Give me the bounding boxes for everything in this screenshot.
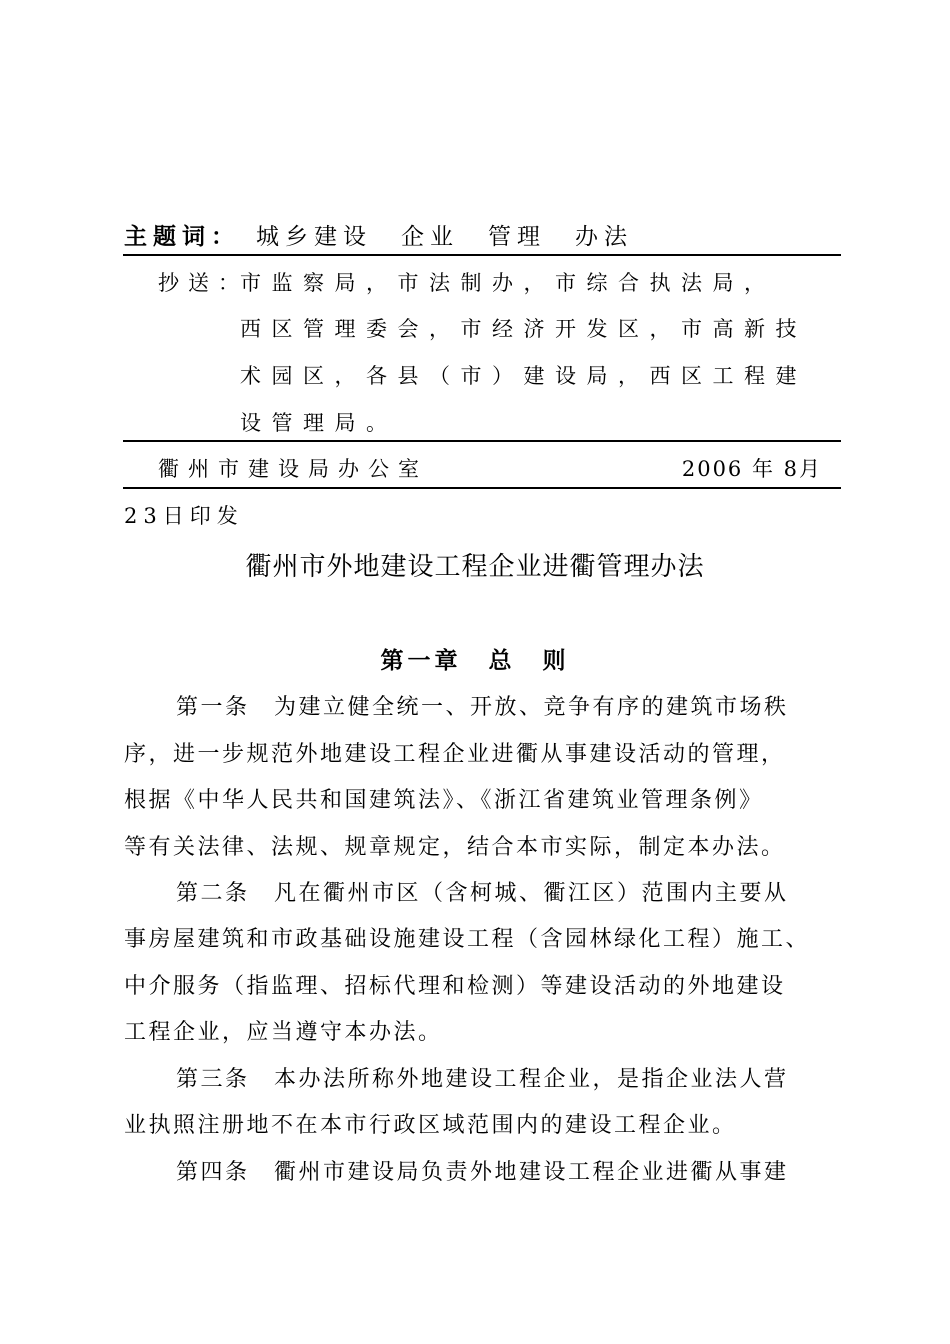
cc-line: 市监察局，市法制办，市综合执法局， <box>240 271 776 295</box>
document-title: 衢州市外地建设工程企业进衢管理办法 <box>245 552 705 582</box>
keywords-label: 主题词： <box>124 223 240 250</box>
paragraph-line: 工程企业，应当遵守本办法。 <box>124 1020 443 1045</box>
cc-line: 设管理局。 <box>240 411 398 435</box>
paragraph-line: 根据《中华人民共和国建筑法》、《浙江省建筑业管理条例》 <box>124 788 764 813</box>
cc-label: 抄送： <box>158 271 248 295</box>
paragraph-line: 第二条 凡在衢州市区（含柯城、衢江区）范围内主要从 <box>176 881 789 906</box>
keywords-text: 城乡建设 企业 管理 办法 <box>256 224 633 250</box>
paragraph-line: 等有关法律、法规、规章规定，结合本市实际，制定本办法。 <box>124 835 786 860</box>
paragraph-line: 第四条 衢州市建设局负责外地建设工程企业进衢从事建 <box>176 1160 789 1185</box>
cc-line: 术园区，各县（市）建设局，西区工程建 <box>240 364 807 388</box>
rule-bottom <box>123 487 841 489</box>
rule-top <box>123 254 841 256</box>
paragraph-line: 中介服务（指监理、招标代理和检测）等建设活动的外地建设 <box>124 974 786 999</box>
issue-date: 2006 年 8月 <box>681 457 822 481</box>
chapter-heading: 第一章 总 则 <box>380 647 570 674</box>
issuer: 衢州市建设局办公室 <box>158 457 428 481</box>
paragraph-line: 事房屋建筑和市政基础设施建设工程（含园林绿化工程）施工、 <box>124 927 811 952</box>
paragraph-line: 序，进一步规范外地建设工程企业进衢从事建设活动的管理， <box>124 742 786 767</box>
paragraph-line: 第三条 本办法所称外地建设工程企业，是指企业法人营 <box>176 1067 789 1092</box>
paragraph-line: 第一条 为建立健全统一、开放、竞争有序的建筑市场秩 <box>176 695 789 720</box>
rule-middle <box>123 440 841 442</box>
issue-date-continued: 23日印发 <box>124 504 244 528</box>
paragraph-line: 业执照注册地不在本市行政区域范围内的建设工程企业。 <box>124 1113 737 1138</box>
cc-line: 西区管理委会，市经济开发区，市高新技 <box>240 317 807 341</box>
